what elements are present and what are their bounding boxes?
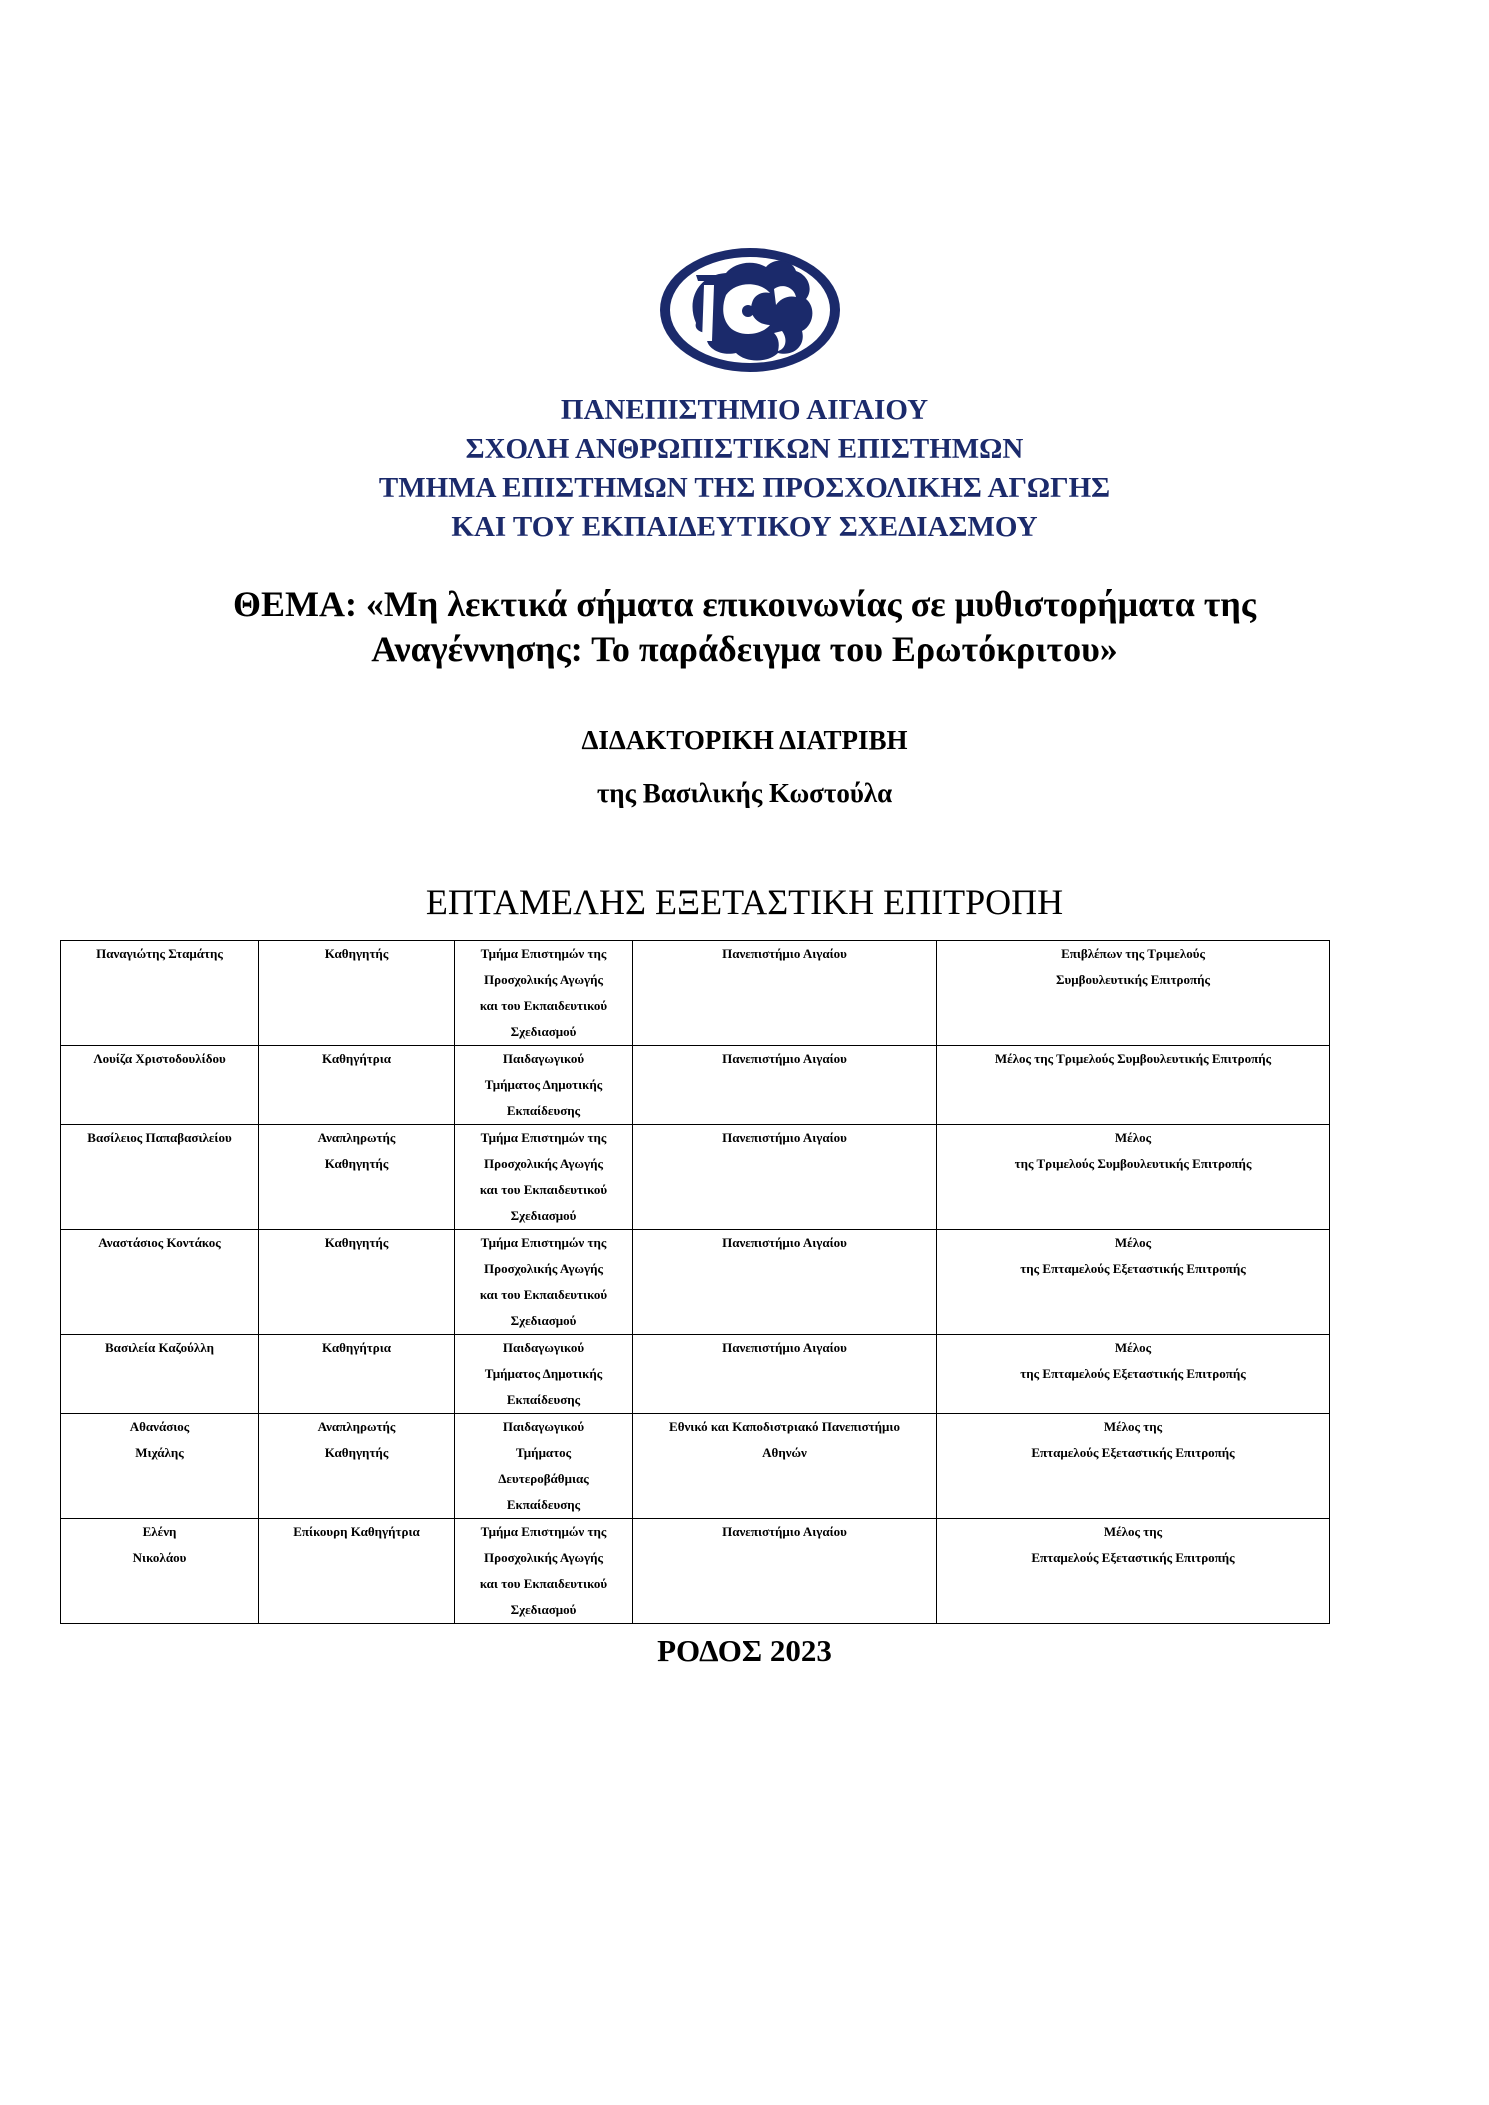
committee-university-line: Πανεπιστήμιο Αιγαίου xyxy=(722,1340,847,1355)
committee-department-line: Εκπαίδευσης xyxy=(506,1497,581,1512)
committee-department-line: Προσχολικής Αγωγής xyxy=(484,972,603,987)
thesis-topic-line2: Αναγέννησης: Το παράδειγμα του Ερωτόκριτου» xyxy=(371,629,1118,669)
committee-role-line: Επταμελούς Εξεταστικής Επιτροπής xyxy=(1031,1550,1235,1565)
author-name: της Βασιλικής Κωστούλα xyxy=(596,778,893,808)
committee-role-line: της Επταμελούς Εξεταστικής Επιτροπής xyxy=(1020,1366,1246,1381)
committee-role-line: Επιβλέπων της Τριμελούς xyxy=(1061,946,1205,961)
committee-name-cell xyxy=(61,1046,259,1125)
committee-department-line: Εκπαίδευσης xyxy=(506,1392,581,1407)
committee-rank-cell xyxy=(259,1230,455,1335)
committee-rank-line: Καθηγητής xyxy=(324,1235,389,1250)
committee-university-cell xyxy=(633,1519,937,1624)
committee-department-cell xyxy=(455,1335,633,1414)
committee-department-cell xyxy=(455,1519,633,1624)
committee-role-cell xyxy=(937,941,1330,1046)
committee-university-line: Εθνικό και Καποδιστριακό Πανεπιστήμιο xyxy=(669,1419,900,1434)
committee-department-cell xyxy=(455,1125,633,1230)
committee-name-cell xyxy=(61,941,259,1046)
table-row xyxy=(61,1046,1330,1125)
committee-role-cell xyxy=(937,1125,1330,1230)
committee-rank-line: Καθηγητής xyxy=(324,946,389,961)
committee-university-cell xyxy=(633,1230,937,1335)
committee-department-line: Σχεδιασμού xyxy=(510,1313,577,1328)
thesis-topic-line1: ΘΕΜΑ: «Μη λεκτικά σήματα επικοινωνίας σε μυθιστορήματα της xyxy=(232,584,1257,624)
committee-university-cell xyxy=(633,1125,937,1230)
committee-department-cell xyxy=(455,1230,633,1335)
committee-department-line: Τμήματος Δημοτικής xyxy=(484,1366,603,1381)
table-row xyxy=(61,1230,1330,1335)
table-row xyxy=(61,941,1330,1046)
committee-department-cell xyxy=(455,1046,633,1125)
committee-rank-line: Καθηγητής xyxy=(324,1156,389,1171)
committee-rank-line: Καθηγήτρια xyxy=(322,1051,391,1066)
university-name: ΠΑΝΕΠΙΣΤΗΜΙΟ ΑΙΓΑΙΟΥ xyxy=(560,394,929,426)
committee-department-line: και του Εκπαιδευτικού xyxy=(479,1287,608,1302)
committee-university-line: Αθηνών xyxy=(762,1445,807,1460)
committee-rank-cell xyxy=(259,1125,455,1230)
committee-department-line: Προσχολικής Αγωγής xyxy=(484,1261,603,1276)
committee-department-line: Προσχολικής Αγωγής xyxy=(484,1550,603,1565)
committee-name-cell xyxy=(61,1335,259,1414)
committee-name-line: Παναγιώτης Σταμάτης xyxy=(96,946,223,961)
committee-rank-cell xyxy=(259,1519,455,1624)
committee-name-cell xyxy=(61,1519,259,1624)
committee-department-line: Σχεδιασμού xyxy=(510,1602,577,1617)
committee-role-line: Επταμελούς Εξεταστικής Επιτροπής xyxy=(1031,1445,1235,1460)
committee-name-line: Λουίζα Χριστοδουλίδου xyxy=(93,1051,226,1066)
committee-role-line: Μέλος της Τριμελούς Συμβουλευτικής Επιτροπής xyxy=(994,1051,1272,1066)
committee-title: ΕΠΤΑΜΕΛΗΣ ΕΞΕΤΑΣΤΙΚΗ ΕΠΙΤΡΟΠΗ xyxy=(425,882,1064,922)
committee-role-cell xyxy=(937,1519,1330,1624)
committee-name-line: Ελένη xyxy=(142,1524,177,1539)
committee-name-cell xyxy=(61,1230,259,1335)
committee-department-line: Δευτεροβάθμιας xyxy=(498,1471,589,1486)
committee-rank-line: Καθηγητής xyxy=(324,1445,389,1460)
committee-university-line: Πανεπιστήμιο Αιγαίου xyxy=(722,1524,847,1539)
committee-rank-line: Επίκουρη Καθηγήτρια xyxy=(293,1524,420,1539)
committee-department-line: Σχεδιασμού xyxy=(510,1024,577,1039)
committee-department-line: Τμήμα Επιστημών της xyxy=(480,1524,607,1539)
committee-role-line: Μέλος της xyxy=(1103,1524,1163,1539)
committee-role-line: Συμβουλευτικής Επιτροπής xyxy=(1055,972,1211,987)
university-header xyxy=(0,391,1489,547)
committee-name-line: Αθανάσιος xyxy=(129,1419,190,1434)
department-name-line2: ΚΑΙ ΤΟΥ ΕΚΠΑΙΔΕΥΤΙΚΟΥ ΣΧΕΔΙΑΣΜΟΥ xyxy=(451,511,1038,543)
committee-role-cell xyxy=(937,1335,1330,1414)
committee-table xyxy=(60,940,1330,1624)
committee-university-cell xyxy=(633,1335,937,1414)
table-row xyxy=(61,1335,1330,1414)
table-row xyxy=(61,1414,1330,1519)
committee-university-line: Πανεπιστήμιο Αιγαίου xyxy=(722,1130,847,1145)
committee-rank-line: Αναπληρωτής xyxy=(317,1130,396,1145)
committee-role-line: Μέλος της xyxy=(1103,1419,1163,1434)
committee-university-cell xyxy=(633,1046,937,1125)
committee-role-line: Μέλος xyxy=(1114,1340,1152,1355)
committee-name-cell xyxy=(61,1125,259,1230)
university-of-aegean-emblem-icon xyxy=(656,245,844,375)
dissertation-title: ΔΙΔΑΚΤΟΡΙΚΗ ΔΙΑΤΡΙΒΗ xyxy=(581,725,908,755)
committee-department-line: Εκπαίδευσης xyxy=(506,1103,581,1118)
committee-role-cell xyxy=(937,1230,1330,1335)
thesis-topic xyxy=(0,582,1489,672)
committee-university-line: Πανεπιστήμιο Αιγαίου xyxy=(722,1235,847,1250)
committee-department-cell xyxy=(455,1414,633,1519)
committee-department-line: και του Εκπαιδευτικού xyxy=(479,1576,608,1591)
table-row xyxy=(61,1519,1330,1624)
committee-rank-cell xyxy=(259,1335,455,1414)
department-name-line1: ΤΜΗΜΑ ΕΠΙΣΤΗΜΩΝ ΤΗΣ ΠΡΟΣΧΟΛΙΚΗΣ ΑΓΩΓΗΣ xyxy=(378,472,1111,504)
committee-department-cell xyxy=(455,941,633,1046)
committee-department-line: και του Εκπαιδευτικού xyxy=(479,998,608,1013)
committee-department-line: και του Εκπαιδευτικού xyxy=(479,1182,608,1197)
committee-name-line: Μιχάλης xyxy=(135,1445,184,1460)
committee-department-line: Τμήμα Επιστημών της xyxy=(480,1130,607,1145)
committee-name-line: Νικολάου xyxy=(132,1550,187,1565)
committee-role-cell xyxy=(937,1046,1330,1125)
committee-department-line: Τμήμα Επιστημών της xyxy=(480,946,607,961)
place-and-year: ΡΟΔΟΣ 2023 xyxy=(657,1633,832,1668)
committee-name-line: Βασίλειος Παπαβασιλείου xyxy=(87,1130,232,1145)
committee-rank-line: Αναπληρωτής xyxy=(317,1419,396,1434)
committee-university-line: Πανεπιστήμιο Αιγαίου xyxy=(722,946,847,961)
committee-university-line: Πανεπιστήμιο Αιγαίου xyxy=(722,1051,847,1066)
school-name: ΣΧΟΛΗ ΑΝΘΡΩΠΙΣΤΙΚΩΝ ΕΠΙΣΤΗΜΩΝ xyxy=(465,433,1024,465)
committee-role-line: Μέλος xyxy=(1114,1130,1152,1145)
committee-role-cell xyxy=(937,1414,1330,1519)
committee-department-line: Σχεδιασμού xyxy=(510,1208,577,1223)
committee-role-line: της Επταμελούς Εξεταστικής Επιτροπής xyxy=(1020,1261,1246,1276)
committee-rank-cell xyxy=(259,1414,455,1519)
table-row xyxy=(61,1125,1330,1230)
committee-department-line: Παιδαγωγικού xyxy=(502,1340,585,1355)
committee-rank-cell xyxy=(259,1046,455,1125)
committee-department-line: Παιδαγωγικού xyxy=(502,1419,585,1434)
committee-name-line: Βασιλεία Καζούλλη xyxy=(105,1340,214,1355)
committee-university-cell xyxy=(633,1414,937,1519)
committee-role-line: Μέλος xyxy=(1114,1235,1152,1250)
committee-name-cell xyxy=(61,1414,259,1519)
committee-department-line: Τμήματος xyxy=(515,1445,572,1460)
committee-department-line: Τμήμα Επιστημών της xyxy=(480,1235,607,1250)
committee-rank-line: Καθηγήτρια xyxy=(322,1340,391,1355)
committee-university-cell xyxy=(633,941,937,1046)
committee-role-line: της Τριμελούς Συμβουλευτικής Επιτροπής xyxy=(1014,1156,1252,1171)
committee-department-line: Παιδαγωγικού xyxy=(502,1051,585,1066)
committee-department-line: Προσχολικής Αγωγής xyxy=(484,1156,603,1171)
committee-rank-cell xyxy=(259,941,455,1046)
committee-department-line: Τμήματος Δημοτικής xyxy=(484,1077,603,1092)
committee-name-line: Αναστάσιος Κοντάκος xyxy=(98,1235,221,1250)
